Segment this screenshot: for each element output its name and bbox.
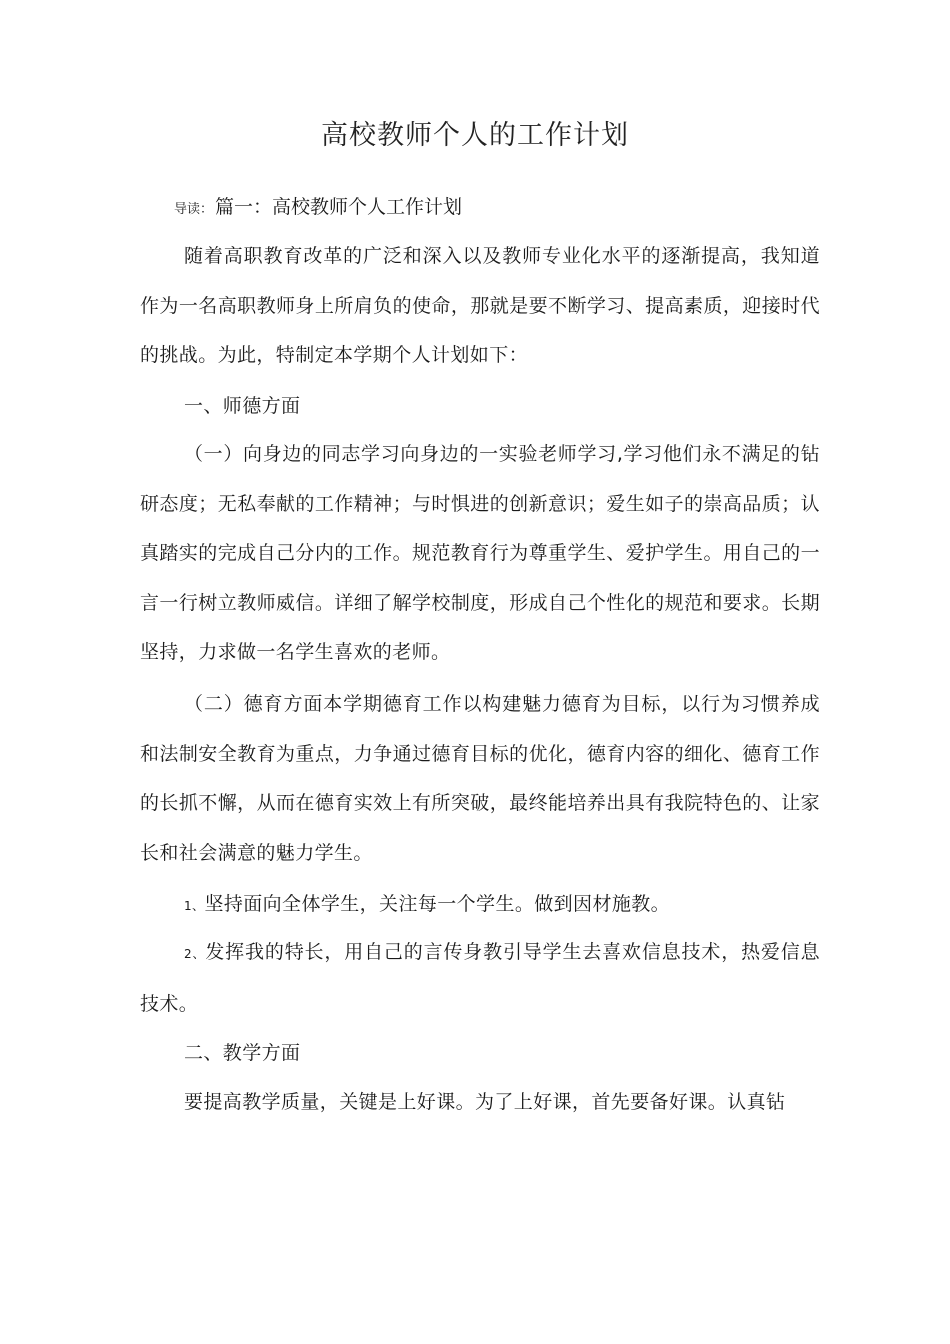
list-item-2 [140,928,820,1029]
list-item-2-text: 发挥我的特长，用自己的言传身教引导学生去喜欢信息技术，热爱信息技术。 [140,941,821,1015]
document-title: 高校教师个人的工作计划 [321,120,629,151]
section-heading-teaching: 二、教学方面 [184,1042,301,1064]
lead-line [174,192,462,225]
ethics-paragraph-2: （二）德育方面本学期德育工作以构建魅力德育为目标，以行为习惯养成和法制安全教育为重点，力争通过德育目标的优化，德育内容的细化、德育工作的长抓不懈，从而在德育实效上有所突破，最终能培养出具有我院特色的、让家长和社会满意的魅力学生。 [140,693,820,864]
list-item-1-text: 坚持面向全体学生，关注每一个学生。做到因材施教。 [204,893,671,915]
ethics-paragraph-1: （一）向身边的同志学习向身边的一实验老师学习,学习他们永不满足的钻研态度；无私奉献的工作精神；与时惧进的创新意识；爱生如子的崇高品质；认真踏实的完成自己分内的工作。规范教育行为尊重学生、爱护学生。用自己的一言一行树立教师威信。详细了解学校制度，形成自己个性化的规范和要求。长期坚持，力求做一名学生喜欢的老师。 [140,443,820,664]
lead-label: 导读： [174,202,214,217]
intro-paragraph: 随着高职教育改革的广泛和深入以及教师专业化水平的逐渐提高，我知道作为一名高职教师身上所肩负的使命，那就是要不断学习、提高素质，迎接时代的挑战。为此，特制定本学期个人计划如下： [140,245,820,367]
list-item-1 [184,889,670,921]
teaching-paragraph-1: 要提高教学质量，关键是上好课。为了上好课，首先要备好课。认真钻 [184,1091,786,1113]
list-item-1-number: 1、 [184,899,205,913]
list-item-2-number: 2、 [184,947,206,961]
lead-text: 篇一：高校教师个人工作计划 [215,196,463,218]
section-heading-ethics: 一、师德方面 [184,395,301,417]
